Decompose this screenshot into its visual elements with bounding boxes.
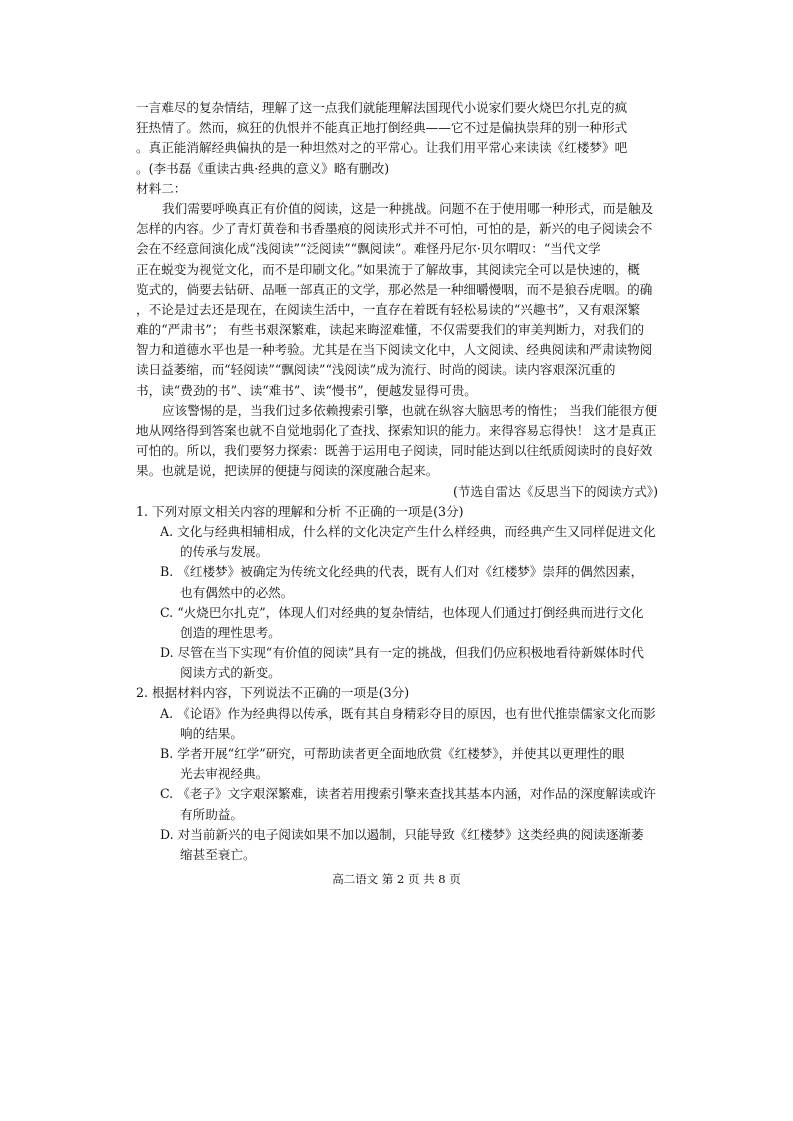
- q2-option-d: D. 对当前新兴的电子阅读如果不加以遏制，只能导致《红楼梦》这类经典的阅读逐渐萎: [160, 826, 644, 842]
- text-line: 狂热情了。然而，疯狂的仇恨并不能真正地打倒经典——它不过是偏执崇拜的别一种形式: [136, 120, 628, 136]
- q1-option-d-cont: 阅读方式的新变。: [180, 665, 281, 681]
- q2-option-a-cont: 响的结果。: [180, 725, 243, 741]
- q1-option-c: C. “火烧巴尔扎克”，体现人们对经典的复杂情结，也体现人们通过打倒经典而进行文化: [160, 604, 644, 620]
- text-line: 。真正能消解经典偏执的是一种坦然对之的平常心。让我们用平常心来读读《红楼梦》吧: [136, 140, 628, 156]
- q1-option-b-cont: 也有偶然中的必然。: [180, 584, 294, 600]
- question-1-stem: 1. 下列对原文相关内容的理解和分析 不正确的一项是(3分): [136, 503, 464, 519]
- source-citation: (节选自雷达《反思当下的阅读方式》): [452, 483, 658, 499]
- text-line: 果。也就是说，把读屏的便捷与阅读的深度融合起来。: [136, 463, 439, 479]
- q1-option-c-cont: 创造的理性思考。: [180, 624, 281, 640]
- q2-option-a: A. 《论语》作为经典得以传承，既有其自身精彩夺目的原因，也有世代推崇儒家文化而影: [160, 705, 656, 721]
- q1-option-b: B. 《红楼梦》被确定为传统文化经典的代表，既有人们对《红楼梦》崇拜的偶然因素，: [160, 564, 644, 580]
- text-line: 怎样的内容。少了青灯黄卷和书香墨痕的阅读形式并不可怕，可怕的是，新兴的电子阅读会不: [136, 221, 653, 237]
- q1-option-a: A. 文化与经典相辅相成，什么样的文化决定产生什么样经典，而经典产生又同样促进文化: [160, 523, 656, 539]
- text-line: 一言难尽的复杂情结，理解了这一点我们就能理解法国现代小说家们要火烧巴尔扎克的疯: [136, 100, 628, 115]
- q2-option-c: C. 《老子》文字艰深繁难，读者若用搜索引擎来查找其基本内涵，对作品的深度解读或许: [160, 786, 656, 802]
- text-line: 正在蜕变为视觉文化，而不是印刷文化。”如果流于了解故事，其阅读完全可以是快速的，概: [136, 261, 640, 277]
- material-label: 材料二：: [136, 180, 187, 196]
- q1-option-a-cont: 的传承与发展。: [180, 544, 269, 560]
- text-line: 难的“严肃书”； 有些书艰深繁难，读起来晦涩难懂，不仅需要我们的审美判断力，对我们的: [136, 322, 645, 338]
- page-footer: 高二语文 第 2 页 共 8 页: [332, 872, 461, 886]
- text-line: 我们需要呼唤真正有价值的阅读，这是一种挑战。问题不在于使用哪一种形式，而是触及: [162, 200, 654, 216]
- text-line: 智力和道德水平也是一种考验。尤其是在当下阅读文化中，人文阅读、经典阅读和严肃读物阅: [136, 342, 653, 358]
- q2-option-b: B. 学者开展“红学”研究，可帮助读者更全面地欣赏《红楼梦》，并使其以更理性的眼: [160, 746, 625, 761]
- passage-body: [136, 98, 660, 865]
- text-line: ，不论是过去还是现在，在阅读生活中，一直存在着既有轻松易读的“兴趣书”，又有艰深繁: [136, 301, 641, 317]
- q2-option-b-cont: 光去审视经典。: [180, 766, 269, 782]
- q1-option-d: D. 尽管在当下实现“有价值的阅读”具有一定的挑战，但我们仍应积极地看待新媒体时代: [160, 645, 644, 661]
- text-line: 会在不经意间演化成“浅阅读”“泛阅读”“飘阅读”。难怪丹尼尔·贝尔喟叹：“当代文学: [136, 241, 601, 257]
- text-line: 地从网络得到答案也就不自觉地弱化了查找、探索知识的能力。来得容易忘得快！ 这才是真正: [136, 423, 657, 438]
- text-line: 书，读“费劲的书”、读“难书”、读“慢书”，便越发显得可贵。: [136, 382, 477, 398]
- text-line: 应该警惕的是，当我们过多依赖搜索引擎，也就在纵容大脑思考的惰性； 当我们能很方便: [162, 402, 658, 418]
- text-line: 可怕的。所以，我们要努力探索：既善于运用电子阅读，同时能达到以往纸质阅读时的良好效: [136, 443, 653, 459]
- text-line: 读日益萎缩，而“轻阅读”“飘阅读”“浅阅读”成为流行、时尚的阅读。读内容艰深沉重的: [136, 362, 616, 378]
- question-2-stem: 2. 根据材料内容，下列说法不正确的一项是(3分): [136, 685, 410, 701]
- text-line: 。(李书磊《重读古典·经典的意义》略有删改): [136, 160, 390, 176]
- text-line: 览式的，倘要去钻研、品咂一部真正的文学，那必然是一种细嚼慢咽，而不是狼吞虎咽。的确: [136, 281, 653, 297]
- q2-option-c-cont: 有所助益。: [180, 806, 243, 822]
- q2-option-d-cont: 缩甚至衰亡。: [180, 846, 256, 862]
